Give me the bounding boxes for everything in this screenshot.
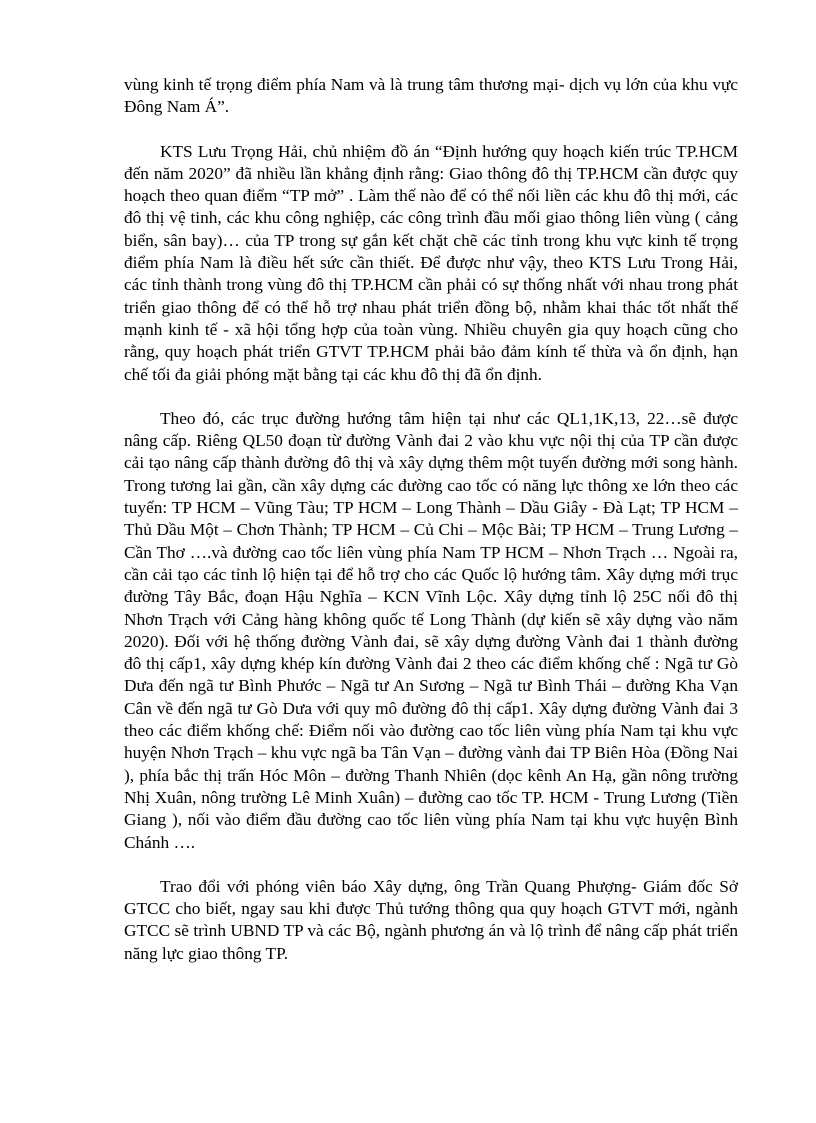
paragraph-continuation: vùng kinh tế trọng điểm phía Nam và là trung tâm thương mại- dịch vụ lớn của khu vực Đông Nam Á”. bbox=[124, 75, 738, 117]
paragraph-kts-luu-trong-hai: KTS Lưu Trọng Hải, chủ nhiệm đồ án “Định hướng quy hoạch kiến trúc TP.HCM đến năm 2020” đã nhiều lần khẳng định rằng: Giao thông đô thị TP.HCM cần được quy hoạch theo quan điểm “TP mở” . Làm thế nào để có thể nối liền các khu đô thị mới, các đô thị vệ tinh, các khu công nghiệp, các công trình đầu mối giao thông liên vùng ( cảng biển, sân bay)… của TP trong sự gắn kết chặt chẽ các tỉnh trong khu vực kinh tế trọng điểm phía Nam là điều hết sức cần thiết. Để được như vậy, theo KTS Lưu Trong Hải, các tỉnh thành trong vùng đô thị TP.HCM cần phải có sự thống nhất với nhau trong phát triển giao thông để có thể hỗ trợ nhau phát triển đồng bộ, nhằm khai thác tốt nhất thế mạnh kinh tế - xã hội tổng hợp của toàn vùng. Nhiều chuyên gia quy hoạch cũng cho rằng, quy hoạch phát triển GTVT TP.HCM phải bảo đảm kính tế thừa và ổn định, hạn chế tối đa giải phóng mặt bằng tại các khu đô thị đã ổn định. bbox=[124, 141, 738, 384]
paragraph-road-network-plan: Theo đó, các trục đường hướng tâm hiện tại như các QL1,1K,13, 22…sẽ được nâng cấp. Riêng QL50 đoạn từ đường Vành đai 2 vào khu vực nội thị của TP cần được cải tạo nâng cấp thành đường đô thị và xây dựng thêm một tuyến đường mới song hành. Trong tương lai gần, cần xây dựng các đường cao tốc có năng lực thông xe lớn theo các tuyến: TP HCM – Vũng Tàu; TP HCM – Long Thành – Dầu Giây - Đà Lạt; TP HCM – Thủ Dầu Một – Chơn Thành; TP HCM – Củ Chi – Mộc Bài; TP HCM – Trung Lương – Cần Thơ ….và đường cao tốc liên vùng phía Nam TP HCM – Nhơn Trạch … Ngoài ra, cần cải tạo các tỉnh lộ hiện tại để hỗ trợ cho các Quốc lộ hướng tâm. Xây dựng mới trục đường Tây Bắc, đoạn Hậu Nghĩa – KCN Vĩnh Lộc. Xây dựng tỉnh lộ 25C nối đô thị Nhơn Trạch với Cảng hàng không quốc tế Long Thành (dự kiến sẽ xây dựng vào năm 2020). Đối với hệ thống đường Vành đai, sẽ xây dựng đường Vành đai 1 thành đường đô thị cấp1, xây dựng khép kín đường Vành đai 2 theo các điểm khống chế : Ngã tư Gò Dưa đến ngã tư Bình Phước – Ngã tư An Sương – Ngã tư Bình Thái – đường Kha Vạn Cân về đến ngã tư Gò Dưa với quy mô đường đô thị cấp1. Xây dựng đường Vành đai 3 theo các điểm khống chế: Điểm nối vào đường cao tốc liên vùng phía Nam tại khu vực huyện Nhơn Trạch – khu vực ngã ba Tân Vạn – đường vành đai TP Biên Hòa (Đồng Nai ), phía bắc thị trấn Hóc Môn – đường Thanh Nhiên (dọc kênh An Hạ, gần nông trường Nhị Xuân, nông trường Lê Minh Xuân) – đường cao tốc TP. HCM - Trung Lương (Tiền Giang ), nối vào điểm đầu đường cao tốc liên vùng phía Nam tại khu vực huyện Bình Chánh …. bbox=[124, 408, 738, 852]
paragraph-gtcc-director-statement: Trao đổi với phóng viên báo Xây dựng, ông Trần Quang Phượng- Giám đốc Sở GTCC cho biết, ngay sau khi được Thủ tướng thông qua quy hoạch GTVT mới, ngành GTCC sẽ trình UBND TP và các Bộ, ngành phương án và lộ trình để nâng cấp phát triển năng lực giao thông TP. bbox=[124, 876, 738, 963]
